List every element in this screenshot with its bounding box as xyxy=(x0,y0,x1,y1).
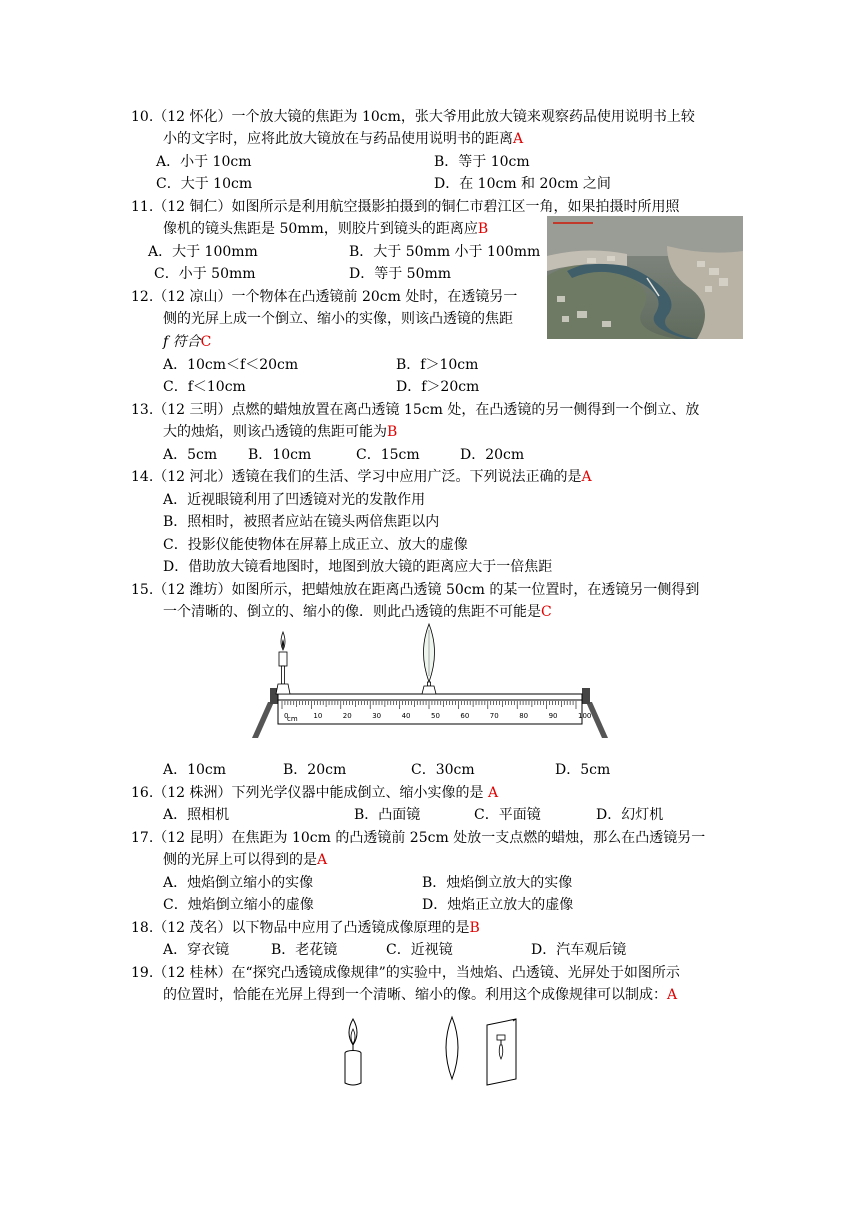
question-10-line-1: 10.（12 怀化）一个放大镜的焦距为 10cm，张大爷用此放大镜来观察药品使用说明书上较 xyxy=(131,109,695,125)
bench-right-post xyxy=(582,688,590,704)
ruler-scale xyxy=(278,700,582,724)
option: D．20cm xyxy=(460,447,525,463)
option: D．等于 50mm xyxy=(349,266,452,282)
option: B．老花镜 xyxy=(271,942,338,958)
option: A．5cm xyxy=(163,447,218,463)
question-11-line-1: 11.（12 铜仁）如图所示是利用航空摄影拍摄到的铜仁市碧江区一角，如果拍摄时所用照 xyxy=(131,199,680,215)
option: B．照相时，被照者应站在镜头两倍焦距以内 xyxy=(163,514,440,530)
ruler-unit-label: cm xyxy=(287,715,298,723)
question-11-line-2: 像机的镜头焦距是 50mm，则胶片到镜头的距离应B xyxy=(163,221,489,237)
answer: B xyxy=(469,920,480,936)
answer: A xyxy=(667,987,678,1003)
option: D．f＞20cm xyxy=(396,379,480,395)
ruler-tick-label: 0 xyxy=(284,712,289,720)
question-15-line-2: 一个清晰的、倒立的、缩小的像．则此凸透镜的焦距不可能是C xyxy=(163,604,552,620)
option: B．大于 50mm 小于 100mm xyxy=(349,244,541,260)
option: C．平面镜 xyxy=(474,807,541,823)
question-15-line-1: 15.（12 潍坊）如图所示，把蜡烛放在距离凸透镜 50cm 的某一位置时，在透镜另一侧得到 xyxy=(131,582,700,598)
option: C．大于 10cm xyxy=(156,176,253,192)
candle-icon xyxy=(276,632,290,694)
ruler-tick-label: 90 xyxy=(548,712,558,720)
bench-rail xyxy=(278,694,582,700)
option: D．烛焰正立放大的虚像 xyxy=(422,897,574,913)
ruler-tick-label: 30 xyxy=(372,712,382,720)
answer: B xyxy=(387,424,398,440)
option: D．5cm xyxy=(555,762,611,778)
light-screen-icon xyxy=(487,1019,516,1085)
answer: A xyxy=(487,785,499,801)
option: A．穿衣镜 xyxy=(163,942,230,958)
question-12-line-3: f 符合C xyxy=(163,334,212,350)
option: D．借助放大镜看地图时，地图到放大镜的距离应大于一倍焦距 xyxy=(163,559,553,575)
option: A．10cm xyxy=(163,762,227,778)
answer: C xyxy=(200,334,212,350)
question-17-line-2: 侧的光屏上可以得到的是A xyxy=(163,852,328,868)
option: C．15cm xyxy=(356,447,420,463)
bench-right-leg xyxy=(586,702,608,738)
answer: A xyxy=(513,131,524,147)
convex-lens-icon xyxy=(446,1017,458,1079)
question-19-line-2: 的位置时，恰能在光屏上得到一个清晰、缩小的像。利用这个成像规律可以制成：A xyxy=(163,987,678,1003)
question-19-line-1: 19.（12 桂林）在“探究凸透镜成像规律”的实验中，当烛焰、凸透镜、光屏处于如图所示 xyxy=(131,965,680,981)
option: B．凸面镜 xyxy=(354,807,421,823)
question-13-line-2: 大的烛焰，则该凸透镜的焦距可能为B xyxy=(163,424,398,440)
option: B．烛焰倒立放大的实像 xyxy=(422,875,573,891)
option: C．烛焰倒立缩小的虚像 xyxy=(163,897,314,913)
answer: B xyxy=(477,221,489,237)
question-17-line-1: 17.（12 昆明）在焦距为 10cm 的凸透镜前 25cm 处放一支点燃的蜡烛，那么在凸透镜另一 xyxy=(131,830,706,846)
question-12-line-2: 侧的光屏上成一个倒立、缩小的实像，则该凸透镜的焦距 xyxy=(163,311,513,327)
question-13-line-1: 13.（12 三明）点燃的蜡烛放置在离凸透镜 15cm 处，在凸透镜的另一侧得到一个倒立、放 xyxy=(131,402,700,418)
ruler-tick-label: 50 xyxy=(431,712,440,720)
convex-lens-icon xyxy=(422,624,436,694)
option: C．小于 50mm xyxy=(154,266,256,282)
option: D．在 10cm 和 20cm 之间 xyxy=(434,176,611,192)
optical-bench-figure xyxy=(250,622,610,742)
ruler-tick-label: 10 xyxy=(313,712,323,720)
answer: A xyxy=(581,469,592,485)
answer: A xyxy=(317,852,328,868)
question-10-line-2: 小的文字时，应将此放大镜放在与药品使用说明书的距离A xyxy=(163,131,524,147)
ruler-tick-label: 70 xyxy=(489,712,499,720)
option: A．近视眼镜利用了凹透镜对光的发散作用 xyxy=(163,492,426,508)
option: C．30cm xyxy=(411,762,475,778)
ruler-tick-label: 100 xyxy=(578,712,592,720)
candle-icon xyxy=(345,1019,361,1085)
option: D．幻灯机 xyxy=(596,807,664,823)
ruler-tick-label: 40 xyxy=(401,712,411,720)
option: A．小于 10cm xyxy=(156,154,252,170)
option: D．汽车观后镜 xyxy=(531,942,627,958)
option: C．f＜10cm xyxy=(163,379,246,395)
ruler-tick-label: 60 xyxy=(460,712,470,720)
option: A．大于 100mm xyxy=(148,244,258,260)
aerial-photo-image xyxy=(547,216,743,339)
question-12-line-1: 12.（12 凉山）一个物体在凸透镜前 20cm 处时，在透镜另一 xyxy=(131,289,518,305)
option: A．烛焰倒立缩小的实像 xyxy=(163,875,314,891)
ruler-tick-label: 80 xyxy=(519,712,529,720)
option: C．近视镜 xyxy=(386,942,453,958)
question-14-line-1: 14.（12 河北）透镜在我们的生活、学习中应用广泛。下列说法正确的是A xyxy=(131,469,592,485)
question-18-line-1: 18.（12 茂名）以下物品中应用了凸透镜成像原理的是B xyxy=(131,920,480,936)
option: B．等于 10cm xyxy=(434,154,530,170)
option: B．10cm xyxy=(248,447,312,463)
bench-left-leg xyxy=(252,702,274,738)
candle-lens-screen-figure xyxy=(335,1015,525,1090)
option: B．20cm xyxy=(283,762,347,778)
question-16-line-1: 16.（12 株洲）下列光学仪器中能成倒立、缩小实像的是 A xyxy=(131,785,499,801)
option: C．投影仪能使物体在屏幕上成正立、放大的虚像 xyxy=(163,537,468,553)
option: B．f＞10cm xyxy=(396,357,479,373)
ruler-tick-label: 20 xyxy=(342,712,352,720)
option: A．照相机 xyxy=(163,807,230,823)
answer: C xyxy=(541,604,552,620)
option: A．10cm＜f＜20cm xyxy=(163,357,299,373)
